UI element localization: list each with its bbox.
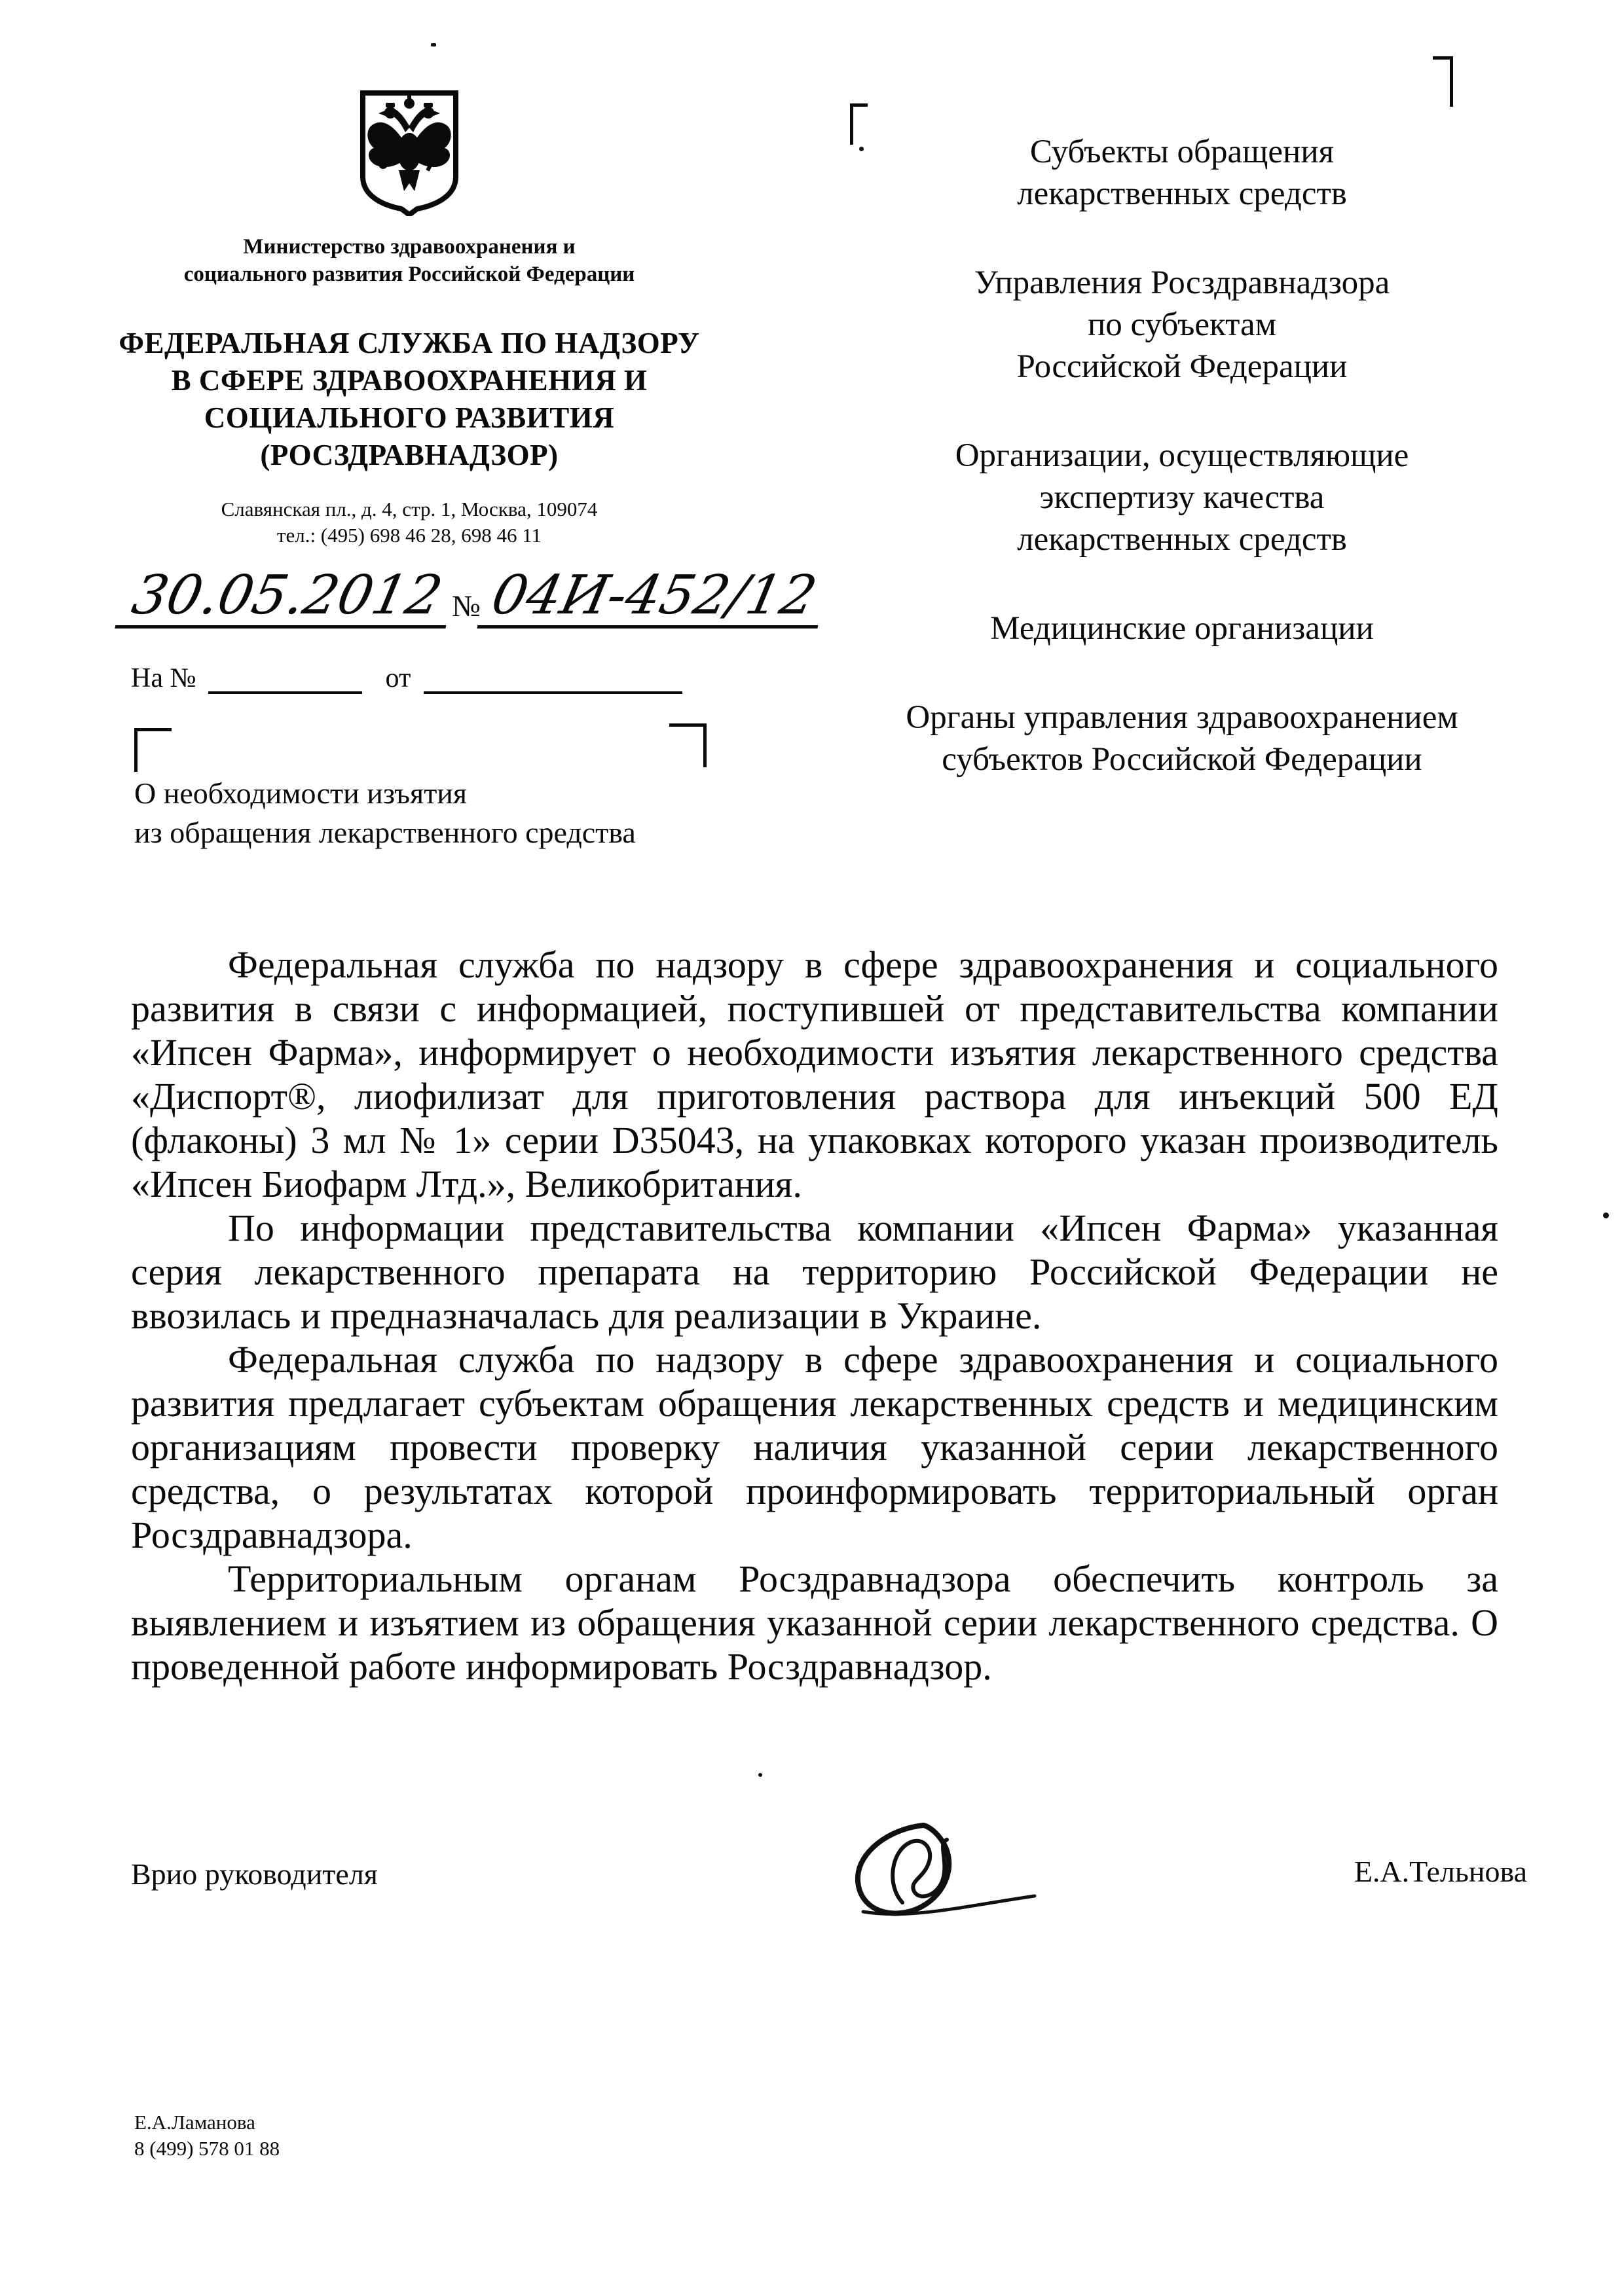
recipient-group-health-authorities: [845, 697, 1519, 780]
body-paragraph-3: Федеральная служба по надзору в сфере здравоохранения и социального развития предлагает субъектам обращения лекарственных средств и медицинским организациям провести проверку наличия указанной серии лекарственного средства, о результатах которой проинформировать территориальный орган Росздравнадзора.: [131, 1338, 1498, 1556]
outgoing-number-handwritten: 04И-452/12: [477, 569, 830, 629]
recipient-line: Российской Федерации: [1016, 348, 1348, 385]
subject-corner-mark-left: [134, 728, 172, 772]
executor-phone: 8 (499) 578 01 88: [134, 2137, 280, 2160]
service-name-line-2: В СФЕРЕ ЗДРАВООХРАНЕНИЯ И: [171, 364, 648, 397]
signer-title: Врио руководителя: [131, 1857, 378, 1891]
body-paragraph-1: Федеральная служба по надзору в сфере здравоохранения и социального развития в связи с информацией, поступившей от представительства компании «Ипсен Фарма», информирует о необходимости изъятия лекарственного средства «Диспорт®, лиофилизат для приготовления раствора для инъекций 500 ЕД (флаконы) 3 мл № 1» серии D35043, на упаковках которого указан производитель «Ипсен Биофарм Лтд.», Великобритания.: [131, 943, 1498, 1205]
letterhead-contacts: [85, 496, 733, 549]
recipient-line: лекарственных средств: [1017, 521, 1347, 558]
service-name-line-4: (РОСЗДРАВНАДЗОР): [260, 439, 559, 471]
recipient-group-expert-organizations: [845, 435, 1519, 560]
outgoing-date-handwritten: 30.05.2012: [115, 569, 458, 629]
signature-block: [131, 1813, 1527, 1925]
reference-row: [121, 543, 855, 629]
scan-speck: [758, 1773, 762, 1777]
subject-corner-mark-right: [669, 723, 707, 767]
service-name-line-3: СОЦИАЛЬНОГО РАЗВИТИЯ: [204, 401, 615, 434]
recipient-line: по субъектам: [1088, 306, 1276, 343]
recipient-line: Органы управления здравоохранением: [906, 699, 1458, 736]
scan-speck: [1603, 1212, 1609, 1218]
reply-date-blank: [424, 653, 682, 694]
ministry-line-1: Министерство здравоохранения и: [243, 235, 576, 259]
letterhead: [85, 85, 733, 549]
scan-speck: [431, 43, 436, 46]
recipient-line: лекарственных средств: [1017, 175, 1347, 212]
scan-speck: [859, 147, 864, 151]
recipient-line: Управления Росздравнадзора: [974, 264, 1390, 301]
service-name: [85, 325, 733, 474]
recipient-line: Медицинские организации: [990, 610, 1374, 647]
executor-name: Е.А.Ламанова: [134, 2111, 255, 2134]
body-paragraph-2: По информации представительства компании «Ипсен Фарма» указанная серия лекарственного препарата на территорию Российской Федерации не ввозилась и предназначалась для реализации в Украине.: [131, 1207, 1498, 1337]
reply-number-label: На №: [131, 663, 196, 693]
ministry-line-2: социального развития Российской Федерации: [183, 263, 635, 286]
recipient-line: экспертизу качества: [1039, 479, 1325, 516]
service-name-line-1: ФЕДЕРАЛЬНАЯ СЛУЖБА ПО НАДЗОРУ: [119, 327, 700, 359]
recipient-line: Организации, осуществляющие: [955, 437, 1409, 474]
letterhead-phone: тел.: (495) 698 46 28, 698 46 11: [276, 524, 542, 547]
letter-subject: [134, 774, 724, 852]
signer-name: Е.А.Тельнова: [1354, 1855, 1527, 1888]
handwritten-signature: [825, 1813, 1067, 1925]
executor-block: [134, 2109, 280, 2162]
coat-of-arms-icon: [354, 85, 465, 216]
letterhead-address: Славянская пл., д. 4, стр. 1, Москва, 109074: [221, 498, 598, 520]
recipient-group-medical-organizations: [845, 608, 1519, 649]
recipient-group-subjects: [845, 131, 1519, 215]
recipient-line: Субъекты обращения: [1029, 134, 1335, 170]
subject-line-1: О необходимости изъятия: [134, 776, 468, 810]
reply-reference-row: [131, 645, 917, 694]
number-sign: №: [452, 589, 481, 623]
body-paragraph-4: Территориальным органам Росздравнадзора обеспечить контроль за выявлением и изъятием из обращения указанной серии лекарственного средства. О проведенной работе информировать Росздравнадзор.: [131, 1558, 1498, 1688]
recipients-block: [845, 131, 1519, 828]
recipient-line: субъектов Российской Федерации: [942, 741, 1422, 778]
address-corner-mark-right: [1433, 56, 1453, 107]
recipient-group-departments: [845, 262, 1519, 388]
ministry-name: [85, 233, 733, 288]
subject-line-2: из обращения лекарственного средства: [134, 816, 636, 849]
reply-number-blank: [208, 653, 362, 694]
letter-body: [131, 943, 1498, 1688]
reply-from-label: от: [385, 663, 411, 693]
